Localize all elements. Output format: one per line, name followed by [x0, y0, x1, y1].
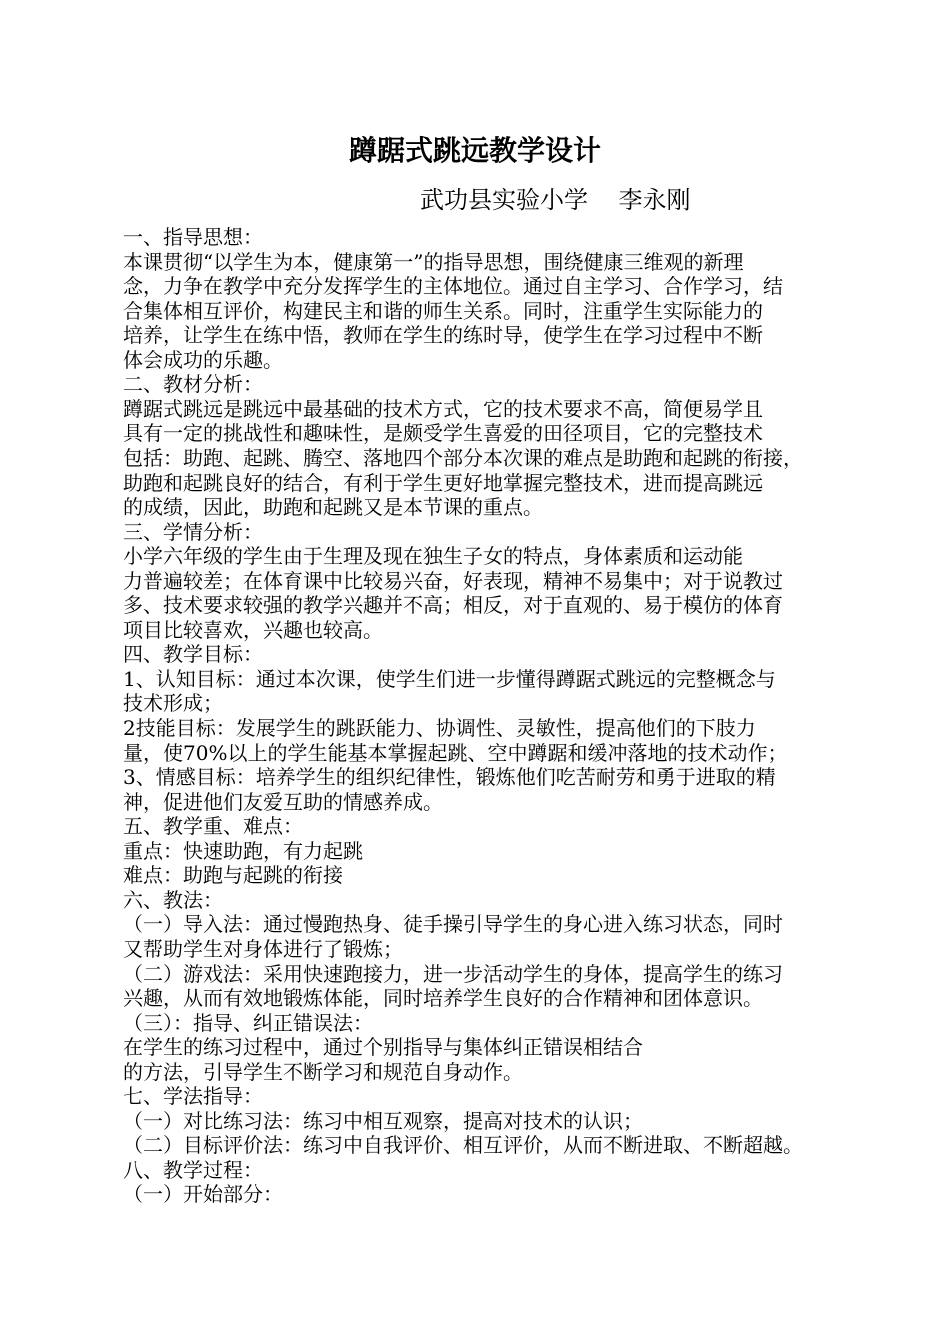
body-line: 难点：助跑与起跳的衔接: [123, 863, 343, 888]
body-line: 一、指导思想：: [123, 225, 263, 249]
body-line: 3、情感目标：培养学生的组织纪律性，锻炼他们吃苦耐劳和勇于进取的精: [123, 765, 776, 790]
body-line: 本课贯彻“以学生为本，健康第一”的指导思想，围绕健康三维观的新理: [123, 249, 744, 274]
body-line: 技术形成；: [123, 691, 223, 716]
body-line: 蹲踞式跳远是跳远中最基础的技术方式，它的技术要求不高，简便易学且: [123, 396, 763, 421]
body-line: 合集体相互评价，构建民主和谐的师生关系。同时，注重学生实际能力的: [123, 298, 763, 323]
body-line: 2技能目标：发展学生的跳跃能力、协调性、灵敏性，提高他们的下肢力: [123, 716, 756, 740]
body-line: 体会成功的乐趣。: [123, 347, 283, 372]
body-line: 四、教学目标：: [123, 642, 263, 667]
body-line: （二）目标评价法：练习中自我评价、相互评价，从而不断进取、不断超越。: [123, 1133, 803, 1158]
body-line: （二）游戏法：采用快速跑接力，进一步活动学生的身体，提高学生的练习: [123, 961, 783, 986]
body-line: （一）对比练习法：练习中相互观察，提高对技术的认识；: [123, 1108, 643, 1133]
body-line: 的方法，引导学生不断学习和规范自身动作。: [123, 1059, 523, 1084]
body-line: 念，力争在教学中充分发挥学生的主体地位。通过自主学习、合作学习，结: [123, 274, 783, 299]
body-line: 包括：助跑、起跳、腾空、落地四个部分本次课的难点是助跑和起跳的衔接，: [123, 445, 803, 470]
body-line: （一）导入法：通过慢跑热身、徒手操引导学生的身心进入练习状态，同时: [123, 912, 783, 937]
body-line: 培养，让学生在练中悟，教师在学生的练时导，使学生在学习过程中不断: [123, 323, 763, 348]
document-title: 蹲踞式跳远教学设计: [348, 134, 601, 167]
body-line: 力普遍较差；在体育课中比较易兴奋，好表现，精神不易集中；对于说教过: [123, 568, 783, 593]
author-line: 武功县实验小学 李永刚: [420, 186, 691, 214]
body-line: 又帮助学生对身体进行了锻炼；: [123, 936, 403, 961]
body-line: 在学生的练习过程中，通过个别指导与集体纠正错误相结合: [123, 1035, 643, 1060]
body-line: 的成绩，因此，助跑和起跳又是本节课的重点。: [123, 495, 543, 520]
body-line: 1、认知目标：通过本次课，使学生们进一步懂得蹲踞式跳远的完整概念与: [123, 666, 776, 691]
body-line: 兴趣，从而有效地锻炼体能，同时培养学生良好的合作精神和团体意识。: [123, 986, 763, 1011]
body-line: 助跑和起跳良好的结合，有利于学生更好地掌握完整技术，进而提高跳远: [123, 470, 763, 495]
body-line: 项目比较喜欢，兴趣也较高。: [123, 617, 383, 642]
body-line: 神，促进他们友爱互助的情感养成。: [123, 789, 443, 814]
body-line: （一）开始部分：: [123, 1182, 283, 1207]
body-line: 量，使70%以上的学生能基本掌握起跳、空中蹲踞和缓冲落地的技术动作；: [123, 740, 788, 765]
body-line: 具有一定的挑战性和趣味性，是颇受学生喜爱的田径项目，它的完整技术: [123, 421, 763, 446]
body-line: 重点：快速助跑，有力起跳: [123, 838, 363, 863]
body-line: 多、技术要求较强的教学兴趣并不高；相反，对于直观的、易于模仿的体育: [123, 593, 783, 618]
body-line: 八、教学过程：: [123, 1157, 263, 1182]
body-line: 小学六年级的学生由于生理及现在独生子女的特点，身体素质和运动能: [123, 544, 743, 569]
body-line: （三）：指导、纠正错误法：: [123, 1010, 373, 1035]
body-line: 五、教学重、难点：: [123, 814, 303, 839]
body-line: 七、学法指导：: [123, 1084, 263, 1109]
body-line: 六、教法：: [123, 887, 223, 912]
body-line: 二、教材分析：: [123, 372, 263, 397]
body-line: 三、学情分析：: [123, 519, 263, 544]
